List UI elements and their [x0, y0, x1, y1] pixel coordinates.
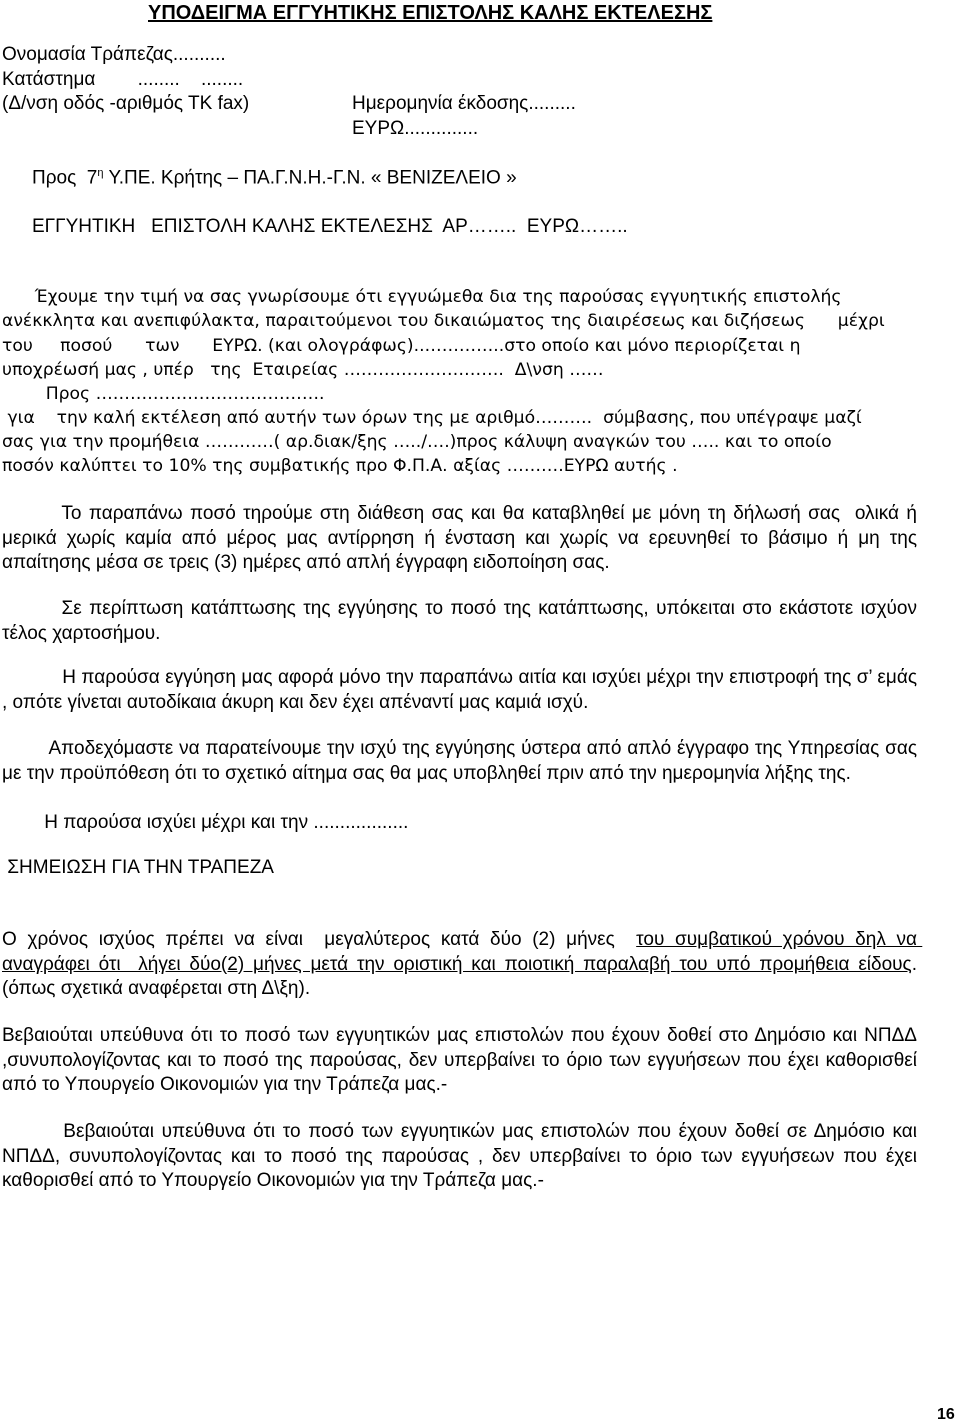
bank-address: (Δ/νση οδός -αριθμός ΤΚ fax) — [2, 93, 250, 114]
body-line-2: ανέκκλητα και ανεπιφύλακτα, παραιτούμενοι του δικαιώματος της διαιρέσεως και διζήσεως μέχρι — [2, 311, 885, 331]
certification-1: Βεβαιούται υπεύθυνα ότι το ποσό των εγγυητικών μας επιστολών που έχουν δοθεί στο Δημόσιο και ΝΠΔΔ ,συνυπολογίζοντας και το ποσό της παρούσας, δεν υπερβαίνει το όριο των εγγυήσεων που έχει καθορισθεί από το Υπουργείο Οικονομιών για την Τράπεζα μας.- — [2, 1025, 923, 1095]
note-part-1: Ο χρόνος ισχύος πρέπει να είναι μεγαλύτερος κατά δύο (2) μήνες — [2, 929, 637, 950]
body-line-7: σας για την προμήθεια …………( αρ.διακ/ξης …../….)προς κάλυψη αναγκών του ….. και το οποίο — [2, 432, 832, 452]
note-paragraph — [2, 928, 923, 1002]
recipient-rest: Υ.ΠΕ. Κρήτης – ΠΑ.Γ.Ν.Η.-Γ.Ν. « ΒΕΝΙΖΕΛΕΙΟ » — [103, 167, 517, 189]
body-line-1: Έχουμε την τιμή να σας γνωρίσουμε ότι εγγυώμεθα δια της παρούσας εγγυητικής επιστολής — [2, 287, 842, 307]
issue-date: Ημερομηνία έκδοσης......... — [352, 93, 576, 114]
recipient-sup: η — [97, 167, 104, 179]
bank-name: Ονομασία Τράπεζας.......... — [2, 44, 226, 65]
paragraph-extension: Αποδεχόμαστε να παρατείνουμε την ισχύ της εγγύησης ύστερα από απλό έγγραφο της Υπηρεσίας σας με την προϋπόθεση ότι το σχετικό αίτημα σας θα μας υποβληθεί πριν από την ημερομηνία λήξης της. — [2, 738, 923, 784]
body-line-6: για την καλή εκτέλεση από αυτήν των όρων της με αριθμό………. σύμβασης, που υπέγραψε μαζί — [2, 408, 862, 428]
recipient — [32, 167, 517, 189]
letter-line: ΕΓΓΥΗΤΙΚΗ ΕΠΙΣΤΟΛΗ ΚΑΛΗΣ ΕΚΤΕΛΕΣΗΣ ΑΡ…….. ΕΥΡΩ…….. — [32, 216, 628, 237]
body-line-8: ποσόν καλύπτει το 10% της συμβατικής προ Φ.Π.Α. αξίας ……….ΕΥΡΩ αυτής . — [2, 456, 678, 476]
body-line-4: υποχρέωσή μας , υπέρ της Εταιρείας ………………………. Δ\νση …… — [2, 360, 604, 380]
note-title: ΣΗΜΕΙΩΣΗ ΓΙΑ ΤΗΝ ΤΡΑΠΕΖΑ — [2, 857, 274, 878]
validity-line: Η παρούσα ισχύει μέχρι και την .................. — [2, 812, 409, 833]
document-title: ΥΠΟΔΕΙΓΜΑ ΕΓΓΥΗΤΙΚΗΣ ΕΠΙΣΤΟΛΗΣ ΚΑΛΗΣ ΕΚΤΕΛΕΣΗΣ — [148, 2, 713, 24]
branch: Κατάστημα ........ ........ — [2, 69, 244, 90]
recipient-prefix: Προς 7 — [32, 167, 98, 189]
note-part-3: . (όπως σχετικά αναφέρεται στη Δ\ξη). — [2, 953, 923, 999]
paragraph-forfeiture: Σε περίπτωση κατάπτωσης της εγγύησης το ποσό της κατάπτωσης, υπόκειται στο εκάστοτε ισχύον τέλος χαρτοσήμου. — [2, 598, 923, 644]
paragraph-availability: Το παραπάνω ποσό τηρούμε στη διάθεση σας και θα καταβληθεί με μόνη τη δήλωσή σας ολικά ή μερικά χωρίς καμία από μέρος μας αντίρρηση ή ένσταση και χωρίς να ερευνηθεί το βάσιμο ή μη της απαίτησης μέσα σε τρεις (3) ημέρες από απλή έγγραφη ειδοποίηση σας. — [2, 503, 923, 573]
page-number: 16 — [937, 1406, 955, 1423]
note-part-2: του συμβατικού χρόνου δηλ να αναγράφει ότι λήγει δύο(2) μήνες μετά την οριστική και ποιοτική παραλαβή του υπό προμήθεια είδους — [2, 929, 923, 975]
certification-2: Βεβαιούται υπεύθυνα ότι το ποσό των εγγυητικών μας επιστολών που έχουν δοθεί σε Δημόσιο και ΝΠΔΔ, συνυπολογίζοντας και το ποσό της παρούσας , δεν υπερβαίνει το όριο των εγγυήσεων που έχει καθορισθεί από το Υπουργείο Οικονομιών για την Τράπεζα μας.- — [2, 1121, 923, 1191]
euro-amount: ΕΥΡΩ.............. — [352, 118, 479, 139]
body-line-5: Προς …………………………………. — [2, 384, 325, 404]
body-line-3: του ποσού των ΕΥΡΩ. (και ολογράφως)..…………..στο οποίο και μόνο περιορίζεται η — [2, 336, 801, 356]
paragraph-validity-scope: Η παρούσα εγγύηση μας αφορά μόνο την παραπάνω αιτία και ισχύει μέχρι την επιστροφή της σ’ εμάς , οπότε γίνεται αυτοδίκαια άκυρη και δεν έχει απέναντί μας καμιά ισχύ. — [2, 667, 923, 713]
